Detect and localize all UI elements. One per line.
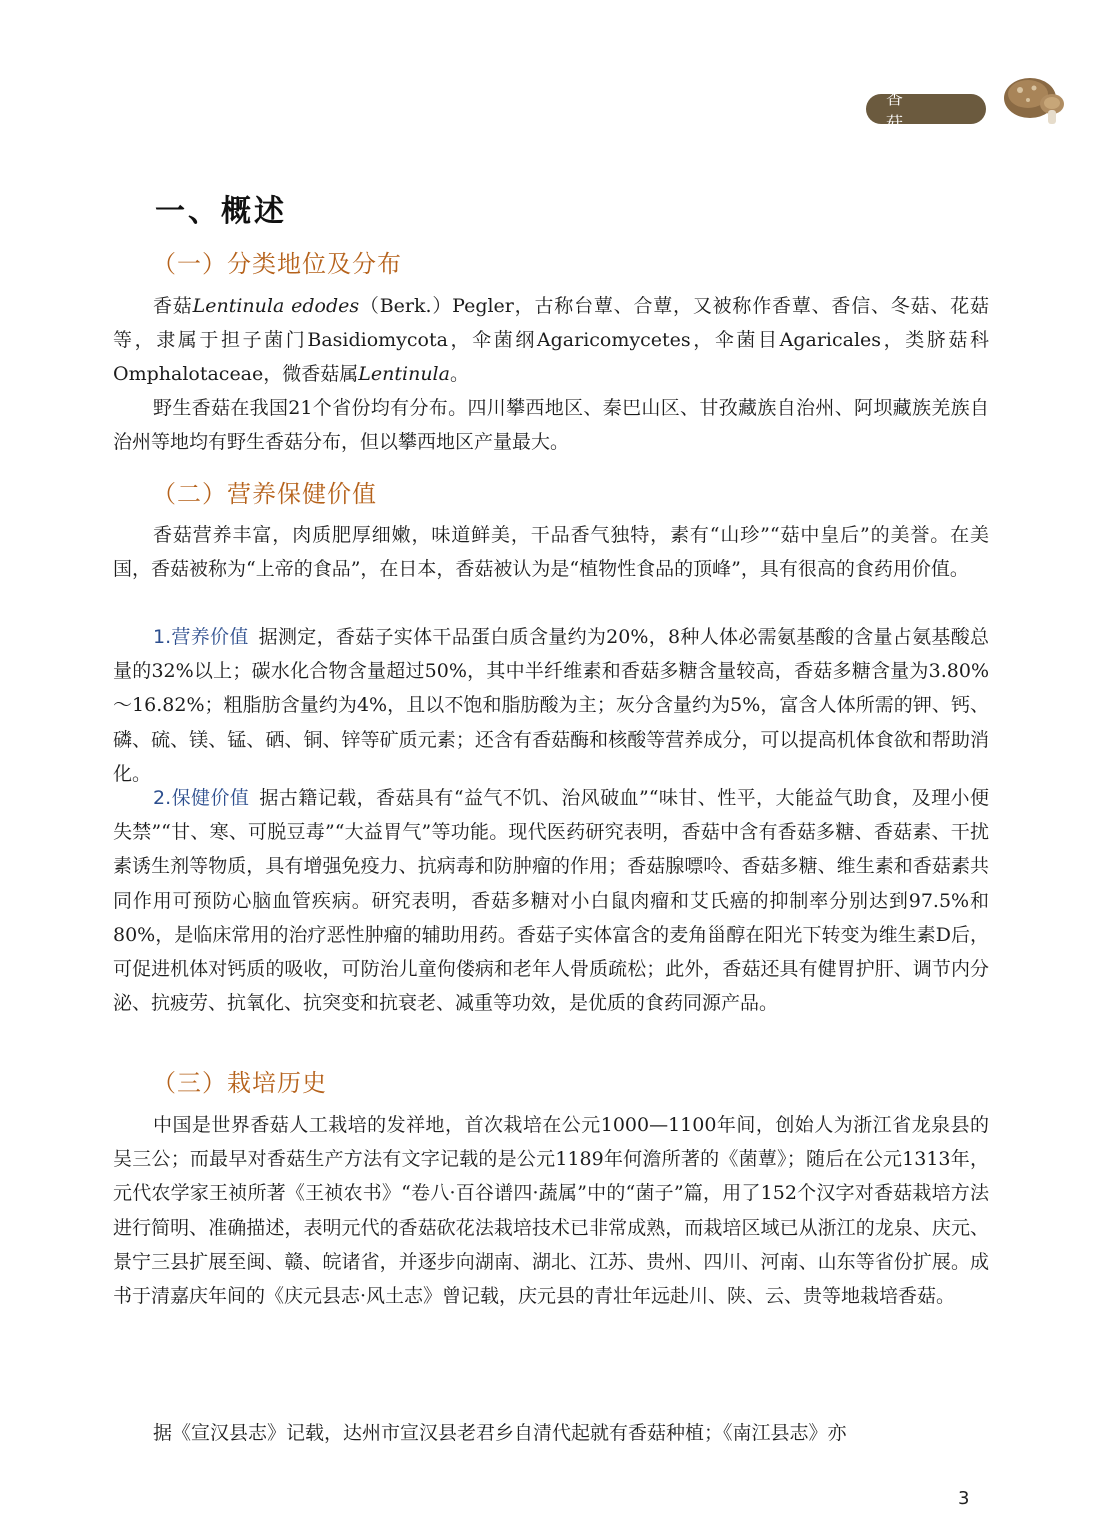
section-heading-1: （一）分类地位及分布: [152, 250, 402, 278]
chapter-title: 一、概述: [155, 194, 287, 229]
paragraph-distribution: 野生香菇在我国21个省份均有分布。四川攀西地区、秦巴山区、甘孜藏族自治州、阿坝藏族羌族自治州等地均有野生香菇分布，但以攀西地区产量最大。: [113, 397, 989, 454]
mushroom-icon: [990, 68, 1070, 132]
paragraph-nutrition-value: 1.营养价值 据测定，香菇子实体干品蛋白质含量约为20%，8种人体必需氨基酸的含量占氨基酸总量的32%以上；碳水化合物含量超过50%，其中半纤维素和香菇多糖含量较高，香菇多糖含量为3.80%～16.82%；粗脂肪含量约为4%，且以不饱和脂肪酸为主；灰分含量约为5%，富含人体所需的钾、钙、磷、硫、镁、锰、硒、铜、锌等矿质元素；还含有香菇酶和核酸等营养成分，可以提高机体食欲和帮助消化。: [113, 626, 989, 785]
section-heading-3: （三）栽培历史: [152, 1069, 327, 1097]
paragraph-xuanhan: 据《宣汉县志》记载，达州市宣汉县老君乡自清代起就有香菇种植；《南江县志》亦: [153, 1422, 847, 1444]
section-heading-2: （二）营养保健价值: [152, 480, 377, 508]
paragraph-health-value: 2.保健价值 据古籍记载，香菇具有“益气不饥、治风破血”“味甘、性平，大能益气助食，及理小便失禁”“甘、寒、可脱豆毒”“大益胃气”等功能。现代医药研究表明，香菇中含有香菇多糖、香菇素、干扰素诱生剂等物质，具有增强免疫力、抗病毒和防肿瘤的作用；香菇腺嘌呤、香菇多糖、维生素和香菇素共同作用可预防心脑血管疾病。研究表明，香菇多糖对小白鼠肉瘤和艾氏癌的抑制率分别达到97.5%和80%，是临床常用的治疗恶性肿瘤的辅助用药。香菇子实体富含的麦角甾醇在阳光下转变为维生素D后，可促进机体对钙质的吸收，可防治儿童佝偻病和老年人骨质疏松；此外，香菇还具有健胃护肝、调节内分泌、抗疲劳、抗氧化、抗突变和抗衰老、减重等功效，是优质的食药同源产品。: [113, 787, 989, 1015]
chapter-tab: 香 菇: [866, 94, 986, 124]
paragraph-classification: 香菇Lentinula edodes（Berk.）Pegler，古称台蕈、合蕈，又被称作香蕈、香信、冬菇、花菇等，隶属于担子菌门Basidiomycota，伞菌纲Agaricomycetes，伞菌目Agaricales，类脐菇科Omphalotaceae，微香菇属Lentinula。: [113, 295, 989, 386]
paragraph-history: 中国是世界香菇人工栽培的发祥地，首次栽培在公元1000—1100年间，创始人为浙江省龙泉县的吴三公；而最早对香菇生产方法有文字记载的是公元1189年何澹所著的《菌蕈》；随后在公元1313年，元代农学家王祯所著《王祯农书》“卷八·百谷谱四·蔬属”中的“菌子”篇，用了152个汉字对香菇栽培方法进行简明、准确描述，表明元代的香菇砍花法栽培技术已非常成熟，而栽培区域已从浙江的龙泉、庆元、景宁三县扩展至闽、赣、皖诸省，并逐步向湖南、湖北、江苏、贵州、四川、河南、山东等省份扩展。成书于清嘉庆年间的《庆元县志·风土志》曾记载，庆元县的青壮年远赴川、陕、云、贵等地栽培香菇。: [113, 1114, 989, 1308]
paragraph-nutrition-intro: 香菇营养丰富，肉质肥厚细嫩，味道鲜美，干品香气独特，素有“山珍”“菇中皇后”的美誉。在美国，香菇被称为“上帝的食品”，在日本，香菇被认为是“植物性食品的顶峰”，具有很高的食药用价值。: [113, 524, 989, 581]
subheading-health: 2.保健价值: [153, 787, 250, 809]
page-number: 3: [958, 1488, 970, 1509]
subheading-nutrition: 1.营养价值: [153, 626, 249, 648]
